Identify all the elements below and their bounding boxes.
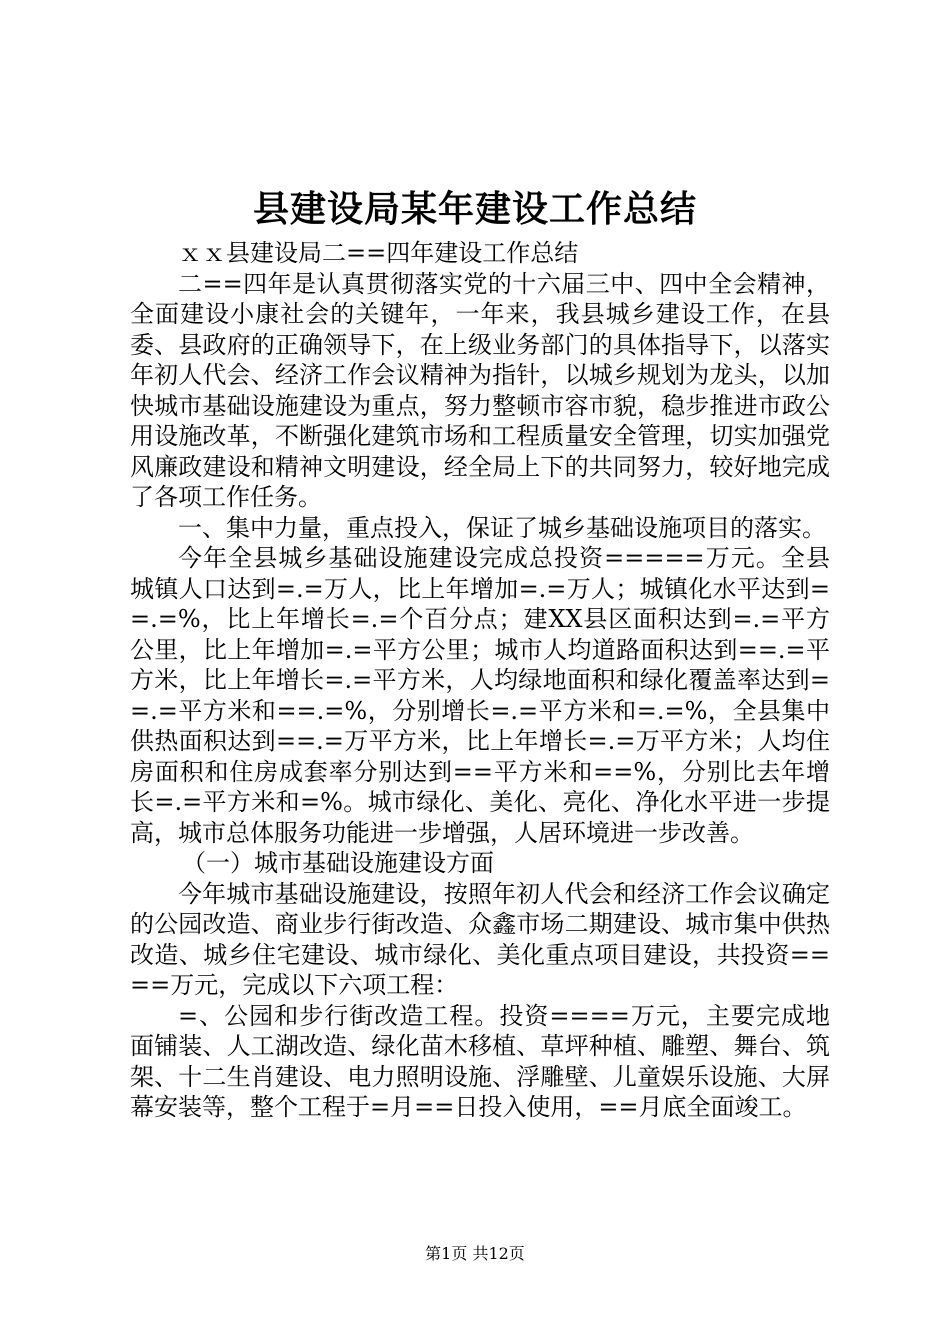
paragraph-intro: 二==四年是认真贯彻落实党的十六届三中、四中全会精神，全面建设小康社会的关键年，一年来，我县城乡建设工作，在县委、县政府的正确领导下，在上级业务部门的具体指导下，以落实年初人代会、经济工作会议精神为指针，以城乡规划为龙头，以加快城市基础设施建设为重点，努力整顿市容市貌，稳步推进市政公用设施改革，不断强化建筑市场和工程质量安全管理，切实加强党风廉政建设和精神文明建设，经全局上下的共同努力，较好地完成了各项工作任务。 xyxy=(130,269,830,511)
paragraph-park-project: =、公园和步行街改造工程。投资====万元，主要完成地面铺装、人工湖改造、绿化苗木移植、草坪种植、雕塑、舞台、筑架、十二生肖建设、电力照明设施、浮雕壁、儿童娱乐设施、大屏幕安装等，整个工程于=月==日投入使用，==月底全面竣工。 xyxy=(130,1001,830,1121)
paragraph-statistics: 今年全县城乡基础设施建设完成总投资=====万元。全县城镇人口达到=.=万人，比上年增加=.=万人；城镇化水平达到==.=%，比上年增长=.=个百分点；建XX县区面积达到=.=平方公里，比上年增加=.=平方公里；城市人均道路面积达到==.=平方米，比上年增长=.=平方米，人均绿地面积和绿化覆盖率达到==.=平方米和==.=%，分别增长=.=平方米和=.=%，全县集中供热面积达到==.=万平方米，比上年增长=.=万平方米；人均住房面积和住房成套率分别达到==平方米和==%，分别比去年增长=.=平方米和=%。城市绿化、美化、亮化、净化水平进一步提高，城市总体服务功能进一步增强，人居环境进一步改善。 xyxy=(130,544,830,847)
subsection-heading-1: （一）城市基础设施建设方面 xyxy=(182,849,494,877)
section-heading-1: 一、集中力量，重点投入，保证了城乡基础设施项目的落实。 xyxy=(178,513,826,542)
document-title: 县建设局某年建设工作总结 xyxy=(252,188,697,230)
document-body xyxy=(130,238,830,1123)
page-footer: 第1页 共12页 xyxy=(425,1244,525,1263)
paragraph-infrastructure: 今年城市基础设施建设，按照年初人代会和经济工作会议确定的公园改造、商业步行街改造、众鑫市场二期建设、城市集中供热改造、城乡住宅建设、城市绿化、美化重点项目建设，共投资====万元，完成以下六项工程： xyxy=(130,879,830,999)
paragraph-heading: ｘｘ县建设局二==四年建设工作总结 xyxy=(178,239,579,267)
